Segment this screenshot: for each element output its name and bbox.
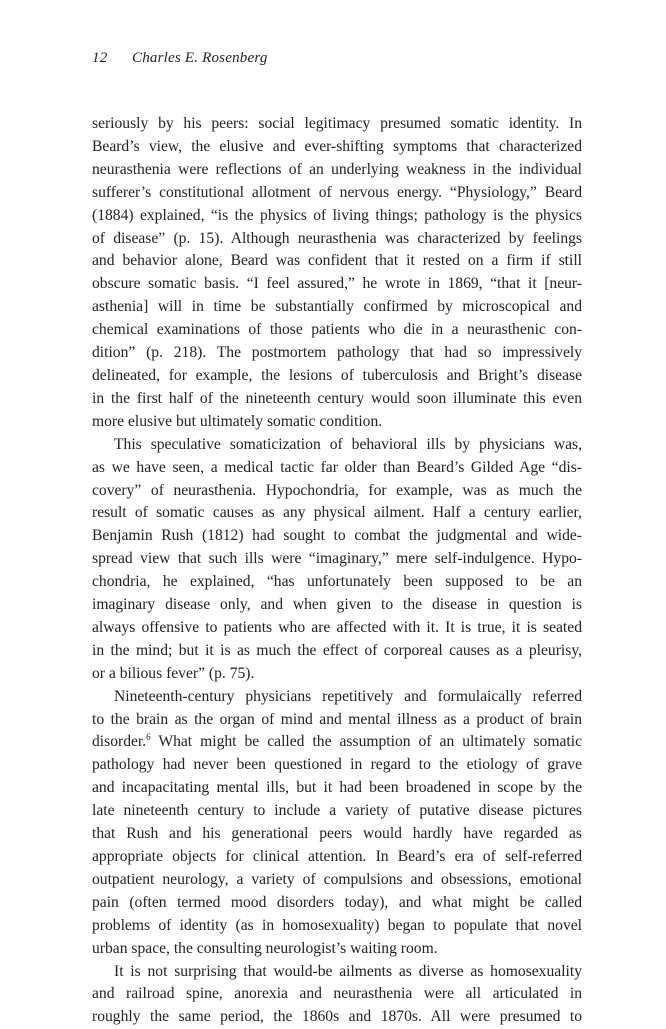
footnote-marker[interactable]: 6	[146, 732, 151, 743]
text-line: more elusive but ultimately somatic condition.	[92, 412, 383, 430]
text-line: of disease” (p. 15). Although neurasthenia was characterized by feelings	[92, 229, 582, 247]
text-line: always offensive to patients who are affected with it. It is true, it is seated	[92, 618, 582, 636]
text-line: disorder.$^6$ What might be called the assumption of an ultimately somatic	[92, 732, 582, 751]
text-line: Beard’s view, the elusive and ever-shifting symptoms that characterized	[92, 137, 582, 155]
text-line: in the first half of the nineteenth century would soon illuminate this even	[92, 389, 582, 407]
text-line: sufferer’s constitutional allotment of nervous energy. “Physiology,” Beard	[92, 183, 582, 201]
text-line: in the mind; but it is as much the effect of corporeal causes as a pleurisy,	[92, 641, 582, 659]
text-line: asthenia] will in time be substantially confirmed by microscopical and	[92, 298, 582, 316]
text-line: appropriate objects for clinical attention. In Beard’s era of self-referred	[92, 848, 582, 865]
text-line: roughly the same period, the 1860s and 1870s. All were presumed to	[92, 1008, 582, 1026]
paragraph	[92, 113, 582, 434]
text-line: or a bilious fever” (p. 75).	[92, 664, 255, 682]
text-line: delineated, for example, the lesions of tuberculosis and Bright’s disease	[92, 366, 582, 384]
text-line: Nineteenth-century physicians repetitively and formulaically referred	[114, 687, 582, 705]
page-number: 12	[92, 50, 108, 66]
paragraph	[92, 434, 582, 686]
text-line: obscure somatic basis. “I feel assured,” he wrote in 1869, “that it [neur-	[92, 275, 582, 293]
running-head-author: Charles E. Rosenberg	[132, 50, 268, 66]
text-line: and behavior alone, Beard was confident that it rested on a firm if still	[92, 252, 582, 270]
text-line: neurasthenia were reflections of an underlying weakness in the individual	[92, 160, 582, 178]
text-line: (1884) explained, “is the physics of living things; pathology is the physics	[92, 206, 582, 224]
text-line: spread view that such ills were “imaginary,” mere self-indulgence. Hypo-	[92, 550, 582, 568]
text-line: urban space, the consulting neurologist’s waiting room.	[92, 939, 438, 957]
paragraph	[92, 961, 582, 1029]
text-line: chondria, he explained, “has unfortunately been supposed to be an	[92, 573, 582, 591]
running-head	[92, 50, 268, 67]
text-line: that Rush and his generational peers would hardly have regarded as	[92, 825, 582, 843]
text-line: imaginary disease only, and when given to the disease in question is	[92, 596, 582, 614]
text-line: to the brain as the organ of mind and mental illness as a product of brain	[92, 710, 582, 728]
text-line: chemical examinations of those patients who die in a neurasthenic con-	[92, 321, 582, 339]
text-line: This speculative somaticization of behavioral ills by physicians was,	[114, 435, 582, 453]
text-line: and incapacitating mental ills, but it had been broadened in scope by the	[92, 779, 582, 797]
text-line: and railroad spine, anorexia and neurasthenia were all articulated in	[92, 985, 582, 1003]
body-text	[92, 113, 582, 1029]
text-line: pathology had never been questioned in regard to the etiology of grave	[92, 756, 582, 774]
paragraph	[92, 686, 582, 961]
text-line: It is not surprising that would-be ailments as diverse as homosexuality	[114, 962, 582, 980]
text-line: problems of identity (as in homosexuality) began to populate that novel	[92, 916, 582, 934]
text-line: outpatient neurology, a variety of compulsions and obsessions, emotional	[92, 870, 582, 888]
text-line: seriously by his peers: social legitimacy presumed somatic identity. In	[92, 115, 582, 132]
text-line: late nineteenth century to include a variety of putative disease pictures	[92, 802, 582, 820]
text-line: dition” (p. 218). The postmortem pathology that had so impressively	[92, 344, 582, 362]
text-line: pain (often termed mood disorders today), and what might be called	[92, 893, 582, 911]
text-line: Benjamin Rush (1812) had sought to combat the judgmental and wide-	[92, 527, 582, 545]
text-line: result of somatic causes as any physical ailment. Half a century earlier,	[92, 504, 582, 522]
text-line: as we have seen, a medical tactic far older than Beard’s Gilded Age “dis-	[92, 458, 582, 476]
text-line: covery” of neurasthenia. Hypochondria, for example, was as much the	[92, 481, 582, 499]
